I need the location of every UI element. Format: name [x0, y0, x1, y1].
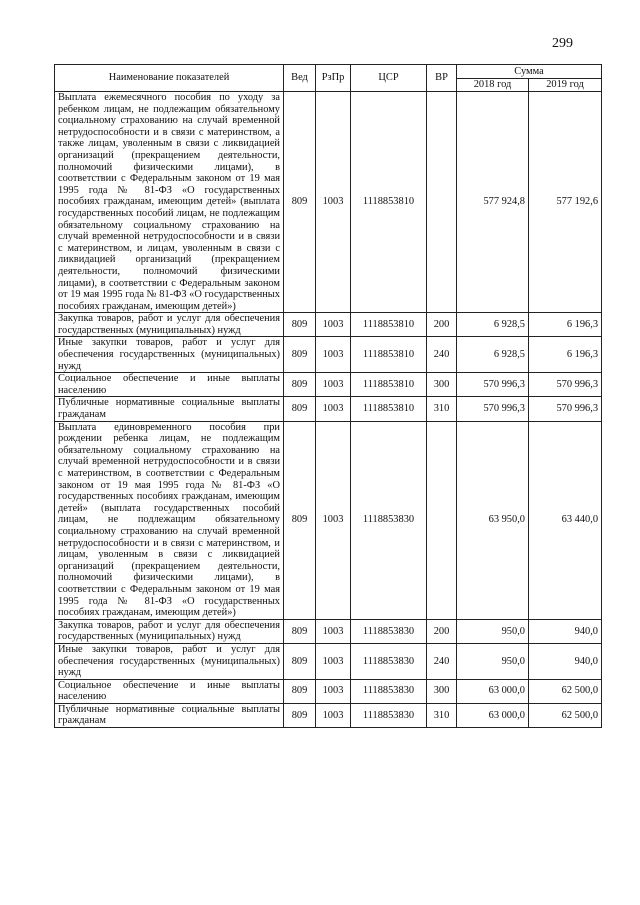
budget-table — [54, 64, 602, 728]
row-rzpr: 1003 — [316, 373, 351, 397]
row-rzpr: 1003 — [316, 643, 351, 679]
row-rzpr: 1003 — [316, 679, 351, 703]
row-sum-2018: 63 000,0 — [457, 679, 529, 703]
header-ved: Вед — [284, 65, 316, 92]
row-ved: 809 — [284, 397, 316, 421]
table-row — [55, 92, 602, 313]
row-name: Иные закупки товаров, работ и услуг для обеспечения государственных (муниципальных) нужд — [55, 643, 284, 679]
row-ved: 809 — [284, 619, 316, 643]
row-name: Социальное обеспечение и иные выплаты населению — [55, 679, 284, 703]
row-csr: 1118853830 — [351, 703, 427, 727]
row-sum-2019: 577 192,6 — [529, 92, 602, 313]
row-sum-2019: 62 500,0 — [529, 703, 602, 727]
row-sum-2019: 63 440,0 — [529, 421, 602, 619]
row-name: Социальное обеспечение и иные выплаты населению — [55, 373, 284, 397]
row-vr — [427, 92, 457, 313]
table-header — [55, 65, 602, 92]
row-vr: 310 — [427, 397, 457, 421]
table-body — [55, 92, 602, 728]
row-sum-2018: 63 950,0 — [457, 421, 529, 619]
row-sum-2018: 6 928,5 — [457, 337, 529, 373]
row-sum-2018: 950,0 — [457, 619, 529, 643]
row-sum-2019: 570 996,3 — [529, 373, 602, 397]
row-vr: 240 — [427, 643, 457, 679]
row-csr: 1118853830 — [351, 421, 427, 619]
row-vr: 300 — [427, 679, 457, 703]
row-csr: 1118853830 — [351, 679, 427, 703]
row-ved: 809 — [284, 313, 316, 337]
row-rzpr: 1003 — [316, 619, 351, 643]
row-name: Публичные нормативные социальные выплаты гражданам — [55, 703, 284, 727]
row-sum-2019: 570 996,3 — [529, 397, 602, 421]
row-sum-2018: 950,0 — [457, 643, 529, 679]
row-ved: 809 — [284, 703, 316, 727]
header-2019: 2019 год — [529, 79, 602, 92]
row-name: Выплата ежемесячного пособия по уходу за ребенком лицам, не подлежащим обязательному социальному страхованию на случай временной нетрудоспособности и в связи с материнством, а также лицам, уволенным в связи с ликвидацией организаций (прекращением деятельности, полномочий физическими лицами), в соответствии с Федеральным законом от 19 мая 1995 года № 81-ФЗ «О государственных пособиях гражданам, имеющим детей» (выплата государственных пособий лицам, не подлежащим обязательному социальному страхованию на случай временной нетрудоспособности и в связи с материнством, и лицам, уволенным в связи с ликвидацией организаций (прекращением деятельности, полномочий физическими лицами), в соответствии с Федеральным законом от 19 мая 1995 года № 81-ФЗ «О государственных пособиях гражданам, имеющим детей») — [55, 92, 284, 313]
row-name: Выплата единовременного пособия при рождении ребенка лицам, не подлежащим обязательному социальному страхованию на случай временной нетрудоспособности и в связи с материнством, в соответствии с Федеральным законом от 19 мая 1995 года № 81-ФЗ «О государственных пособиях гражданам, имеющим детей» (выплата государственных пособий лицам, не подлежащим обязательному социальному страхованию на случай временной нетрудоспособности и в связи с материнством, и лицам, уволенным в связи с ликвидацией организаций (прекращением деятельности, полномочий физическими лицами), в соответствии с Федеральным законом от 19 мая 1995 года № 81-ФЗ «О государственных пособиях гражданам, имеющим детей») — [55, 421, 284, 619]
row-csr: 1118853810 — [351, 92, 427, 313]
row-name: Публичные нормативные социальные выплаты гражданам — [55, 397, 284, 421]
row-csr: 1118853830 — [351, 643, 427, 679]
table-row — [55, 643, 602, 679]
row-csr: 1118853810 — [351, 397, 427, 421]
row-csr: 1118853810 — [351, 337, 427, 373]
row-sum-2018: 577 924,8 — [457, 92, 529, 313]
row-rzpr: 1003 — [316, 421, 351, 619]
row-name: Закупка товаров, работ и услуг для обеспечения государственных (муниципальных) нужд — [55, 619, 284, 643]
row-name: Закупка товаров, работ и услуг для обеспечения государственных (муниципальных) нужд — [55, 313, 284, 337]
row-rzpr: 1003 — [316, 92, 351, 313]
row-vr: 300 — [427, 373, 457, 397]
row-ved: 809 — [284, 373, 316, 397]
row-rzpr: 1003 — [316, 313, 351, 337]
table-row — [55, 619, 602, 643]
row-sum-2019: 6 196,3 — [529, 337, 602, 373]
table-row — [55, 703, 602, 727]
table-row — [55, 397, 602, 421]
row-vr: 240 — [427, 337, 457, 373]
table-row — [55, 679, 602, 703]
row-sum-2019: 6 196,3 — [529, 313, 602, 337]
header-sum: Сумма — [457, 65, 602, 79]
table-row — [55, 421, 602, 619]
row-csr: 1118853810 — [351, 373, 427, 397]
row-sum-2018: 570 996,3 — [457, 397, 529, 421]
row-sum-2018: 6 928,5 — [457, 313, 529, 337]
row-csr: 1118853830 — [351, 619, 427, 643]
row-vr: 200 — [427, 619, 457, 643]
row-csr: 1118853810 — [351, 313, 427, 337]
row-sum-2018: 570 996,3 — [457, 373, 529, 397]
table-row — [55, 313, 602, 337]
row-rzpr: 1003 — [316, 397, 351, 421]
row-vr: 200 — [427, 313, 457, 337]
row-rzpr: 1003 — [316, 703, 351, 727]
row-sum-2019: 940,0 — [529, 619, 602, 643]
page-number: 299 — [552, 36, 573, 51]
header-vr: ВР — [427, 65, 457, 92]
row-sum-2019: 940,0 — [529, 643, 602, 679]
row-ved: 809 — [284, 643, 316, 679]
row-ved: 809 — [284, 679, 316, 703]
row-sum-2019: 62 500,0 — [529, 679, 602, 703]
header-rzpr: РзПр — [316, 65, 351, 92]
row-vr — [427, 421, 457, 619]
header-2018: 2018 год — [457, 79, 529, 92]
header-name: Наименование показателей — [55, 65, 284, 92]
row-ved: 809 — [284, 92, 316, 313]
row-ved: 809 — [284, 337, 316, 373]
row-rzpr: 1003 — [316, 337, 351, 373]
header-csr: ЦСР — [351, 65, 427, 92]
row-name: Иные закупки товаров, работ и услуг для обеспечения государственных (муниципальных) нужд — [55, 337, 284, 373]
table-row — [55, 337, 602, 373]
row-ved: 809 — [284, 421, 316, 619]
table-row — [55, 373, 602, 397]
row-vr: 310 — [427, 703, 457, 727]
row-sum-2018: 63 000,0 — [457, 703, 529, 727]
